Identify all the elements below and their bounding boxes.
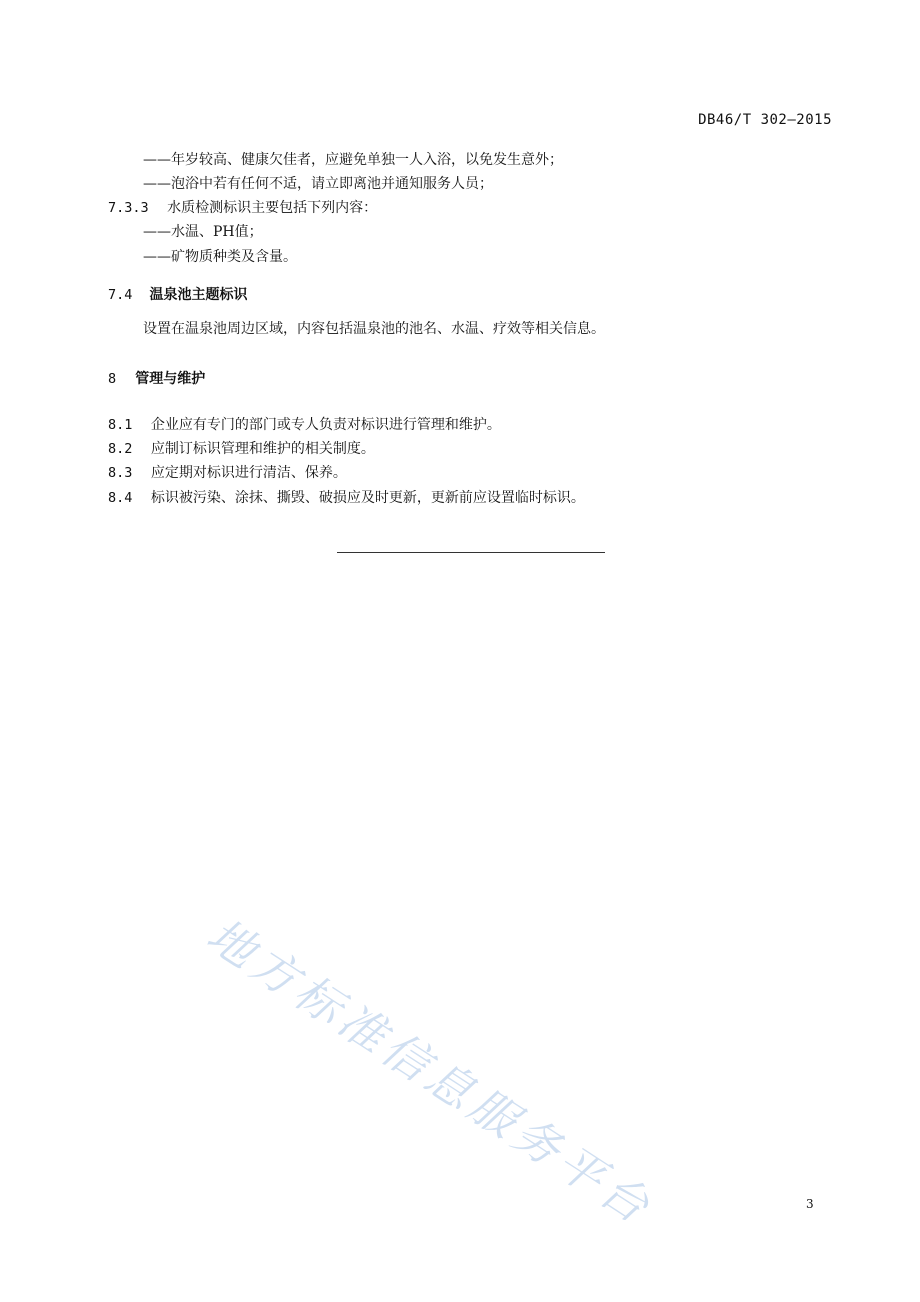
clause-text: 水质检测标识主要包括下列内容：: [167, 200, 378, 216]
clause-number: 8.1: [108, 417, 133, 433]
clause-8-3: [108, 464, 347, 482]
list-item: ——矿物质种类及含量。: [143, 249, 297, 265]
section-heading-8: [108, 368, 205, 388]
clause-number: 8.2: [108, 441, 133, 457]
clause-8-4: [108, 489, 585, 507]
list-item: ——水温、PH值；: [143, 224, 263, 240]
clause-text: 应定期对标识进行清洁、保养。: [150, 465, 347, 481]
watermark: 地方标准信息服务平台: [197, 907, 664, 1237]
section-heading-7-4: [108, 284, 247, 304]
section-title: 管理与维护: [135, 371, 206, 387]
clause-text: 标识被污染、涂抹、撕毁、破损应及时更新，更新前应设置临时标识。: [150, 490, 585, 506]
list-item: ——年岁较高、健康欠佳者，应避免单独一人入浴，以免发生意外；: [143, 152, 563, 168]
clause-number: 7.3.3: [108, 200, 149, 216]
list-item: ——泡浴中若有任何不适，请立即离池并通知服务人员；: [143, 176, 493, 192]
clause-8-2: [108, 440, 375, 458]
page-number: 3: [806, 1197, 814, 1211]
section-title: 温泉池主题标识: [149, 287, 248, 303]
section-number: 8: [108, 371, 117, 387]
clause-text: 应制订标识管理和维护的相关制度。: [150, 441, 375, 457]
paragraph: 设置在温泉池周边区域，内容包括温泉池的池名、水温、疗效等相关信息。: [143, 321, 605, 337]
end-rule: [337, 552, 605, 553]
clause-number: 8.3: [108, 465, 133, 481]
clause-8-1: [108, 416, 501, 434]
document-number: DB46/T 302—2015: [698, 112, 832, 128]
clause-7-3-3: [108, 199, 377, 217]
clause-text: 企业应有专门的部门或专人负责对标识进行管理和维护。: [150, 417, 501, 433]
section-number: 7.4: [108, 287, 133, 303]
clause-number: 8.4: [108, 490, 133, 506]
